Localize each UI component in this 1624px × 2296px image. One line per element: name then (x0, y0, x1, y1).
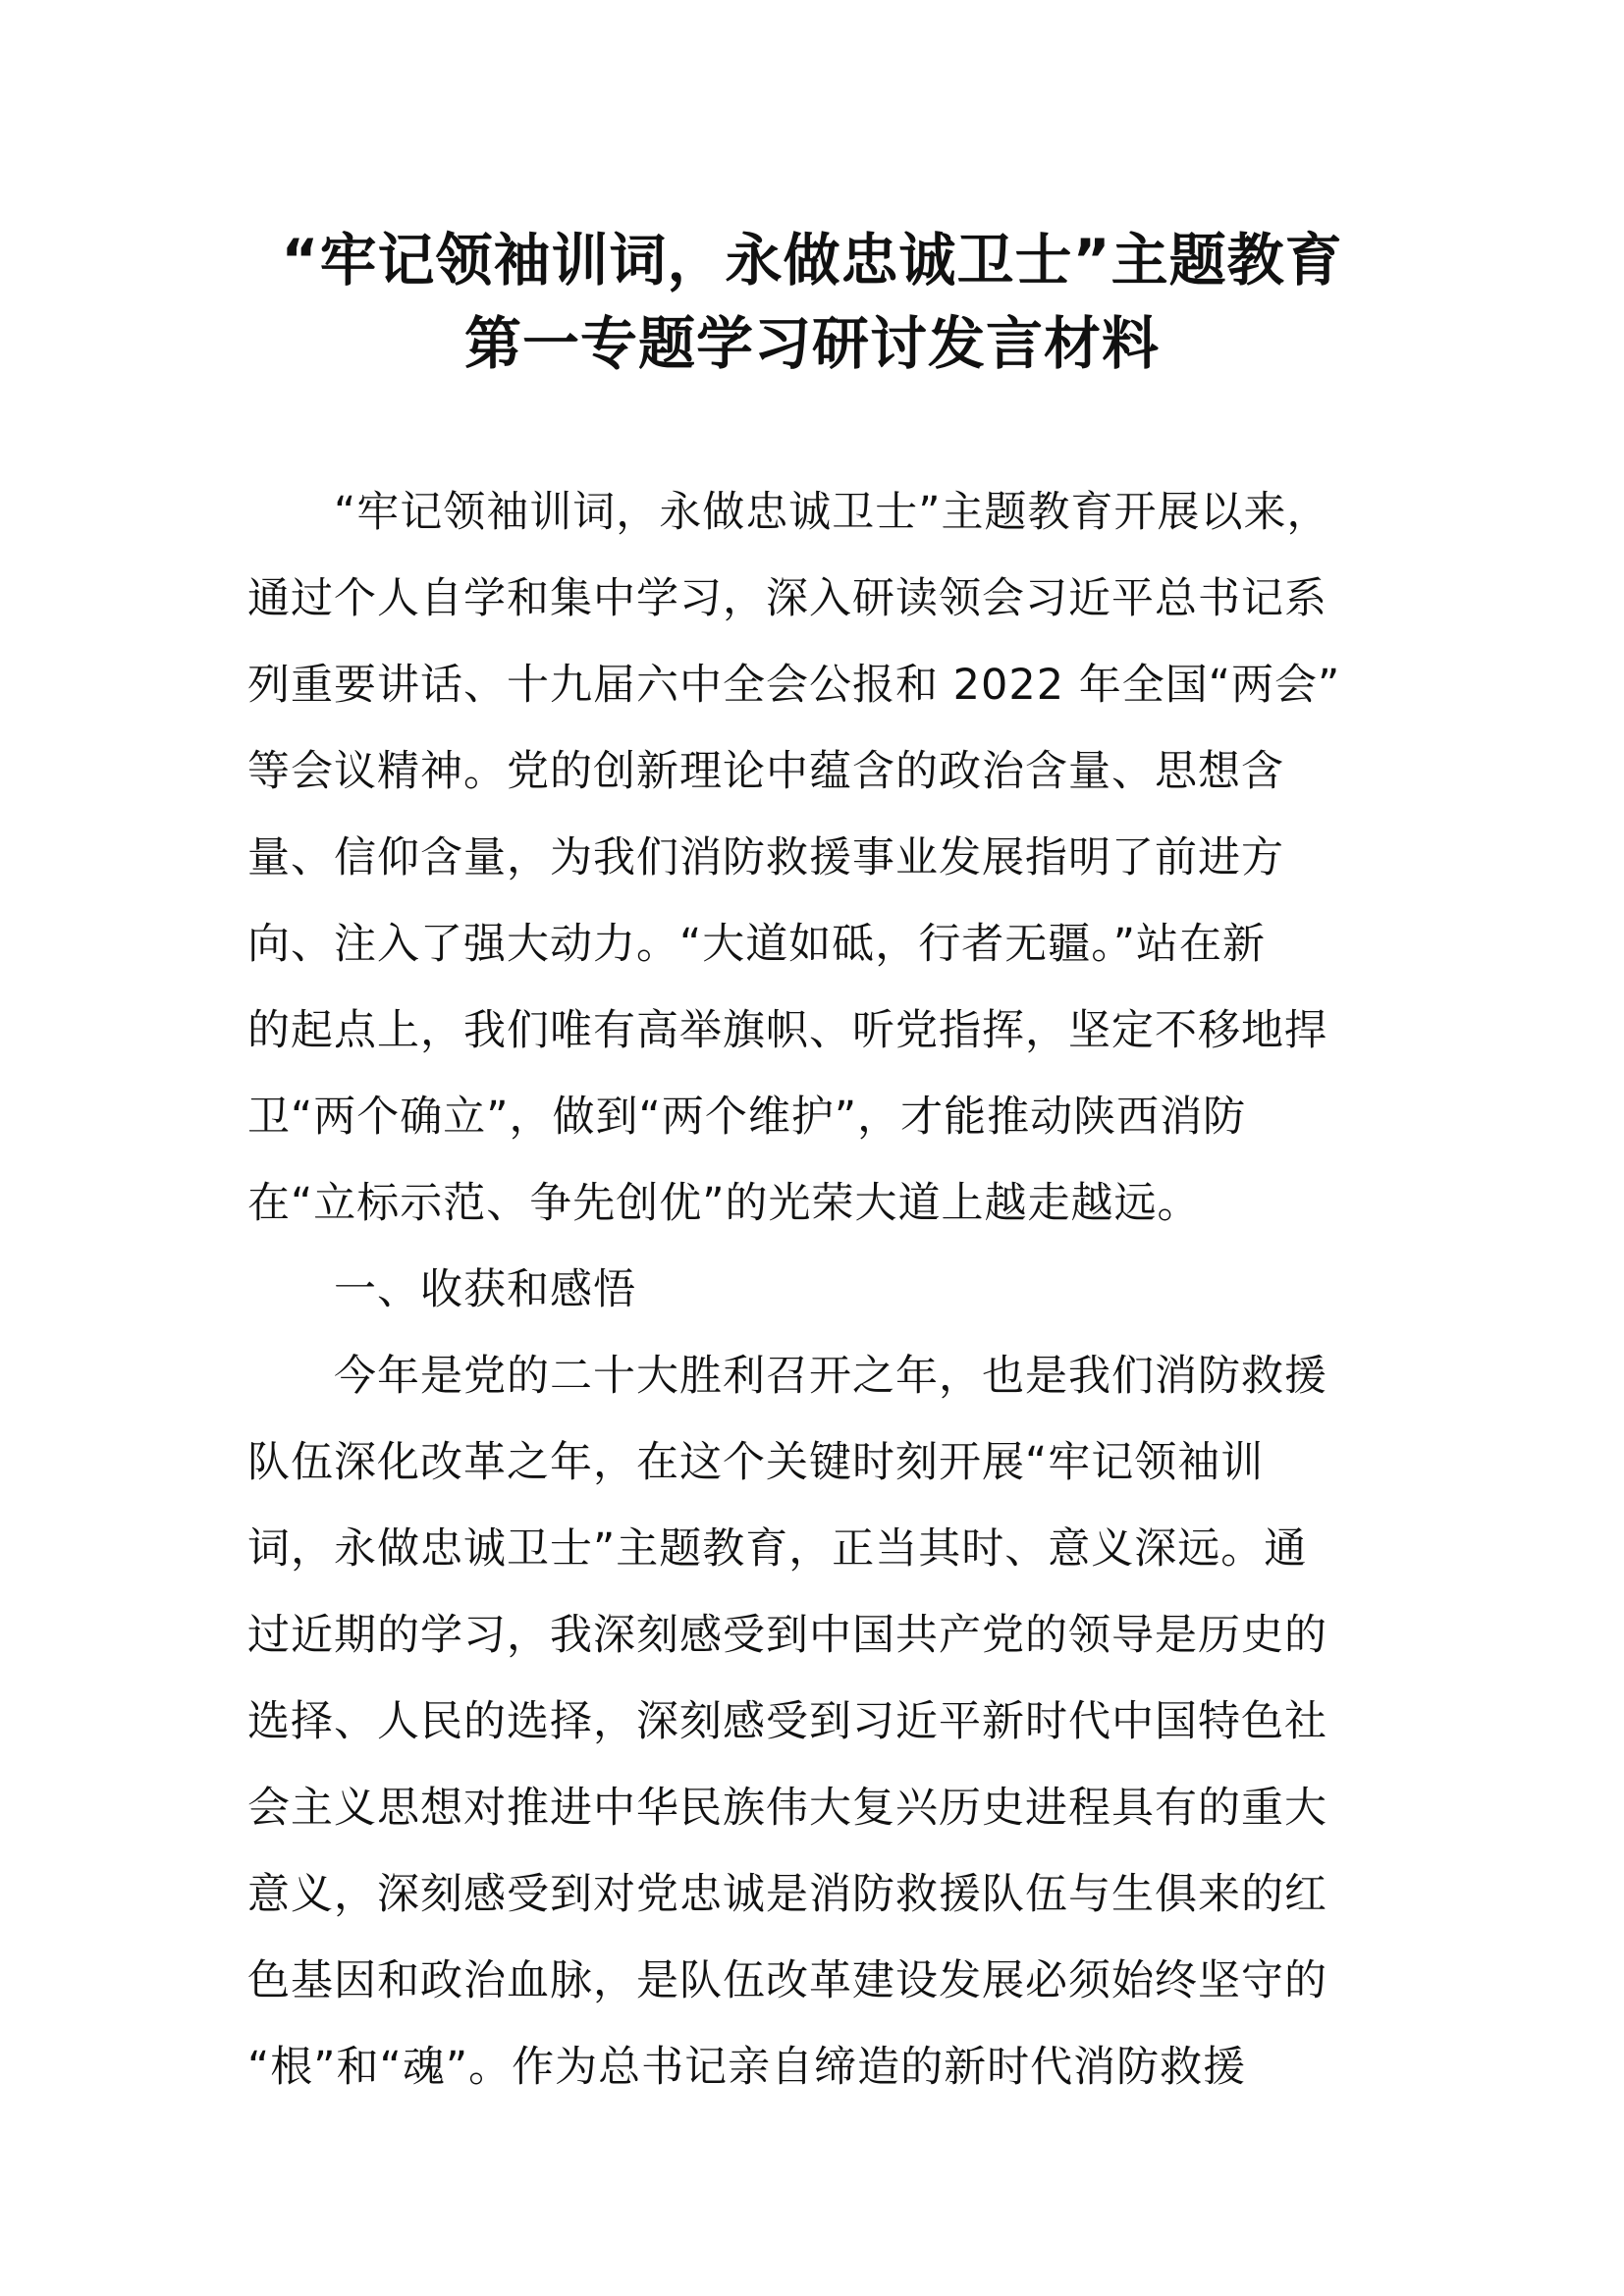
body-line: 向、注入了强大动力。“大道如砥，行者无疆。”站在新 (247, 920, 1267, 969)
body-line: 选择、人民的选择，深刻感受到习近平新时代中国特色社 (247, 1697, 1327, 1746)
body-line: “牢记领袖训词，永做忠诚卫士”主题教育开展以来， (334, 488, 1330, 537)
body-line: 卫“两个确立”，做到“两个维护”，才能推动陕西消防 (247, 1093, 1247, 1142)
body-line: 词，永做忠诚卫士”主题教育，正当其时、意义深远。通 (247, 1524, 1308, 1574)
body-line: 过近期的学习，我深刻感受到中国共产党的领导是历史的 (247, 1611, 1327, 1660)
body-line: “根”和“魂”。作为总书记亲自缔造的新时代消防救援 (247, 2043, 1247, 2092)
body-line: 量、信仰含量，为我们消防救援事业发展指明了前进方 (247, 833, 1284, 882)
section-heading: 一、收获和感悟 (334, 1265, 636, 1314)
body-line: 队伍深化改革之年，在这个关键时刻开展“牢记领袖训 (247, 1438, 1265, 1487)
body-line: 色基因和政治血脉，是队伍改革建设发展必须始终坚守的 (247, 1956, 1327, 2005)
body-line: 在“立标示范、争先创优”的光荣大道上越走越远。 (247, 1179, 1201, 1228)
body-line: 会主义思想对推进中华民族伟大复兴历史进程具有的重大 (247, 1784, 1327, 1833)
document-title-line-1: “牢记领袖训词，永做忠诚卫士”主题教育 (281, 227, 1343, 294)
body-line: 等会议精神。党的创新理论中蕴含的政治含量、思想含 (247, 747, 1284, 796)
body-line: 列重要讲话、十九届六中全会公报和 2022 年全国“两会” (247, 661, 1341, 710)
body-line: 的起点上，我们唯有高举旗帜、听党指挥，坚定不移地捍 (247, 1006, 1327, 1055)
body-line: 意义，深刻感受到对党忠诚是消防救援队伍与生俱来的红 (247, 1870, 1327, 1919)
body-line: 通过个人自学和集中学习，深入研读领会习近平总书记系 (247, 574, 1327, 623)
document-title-line-2: 第一专题学习研讨发言材料 (463, 310, 1160, 377)
body-line: 今年是党的二十大胜利召开之年，也是我们消防救援 (334, 1352, 1327, 1401)
